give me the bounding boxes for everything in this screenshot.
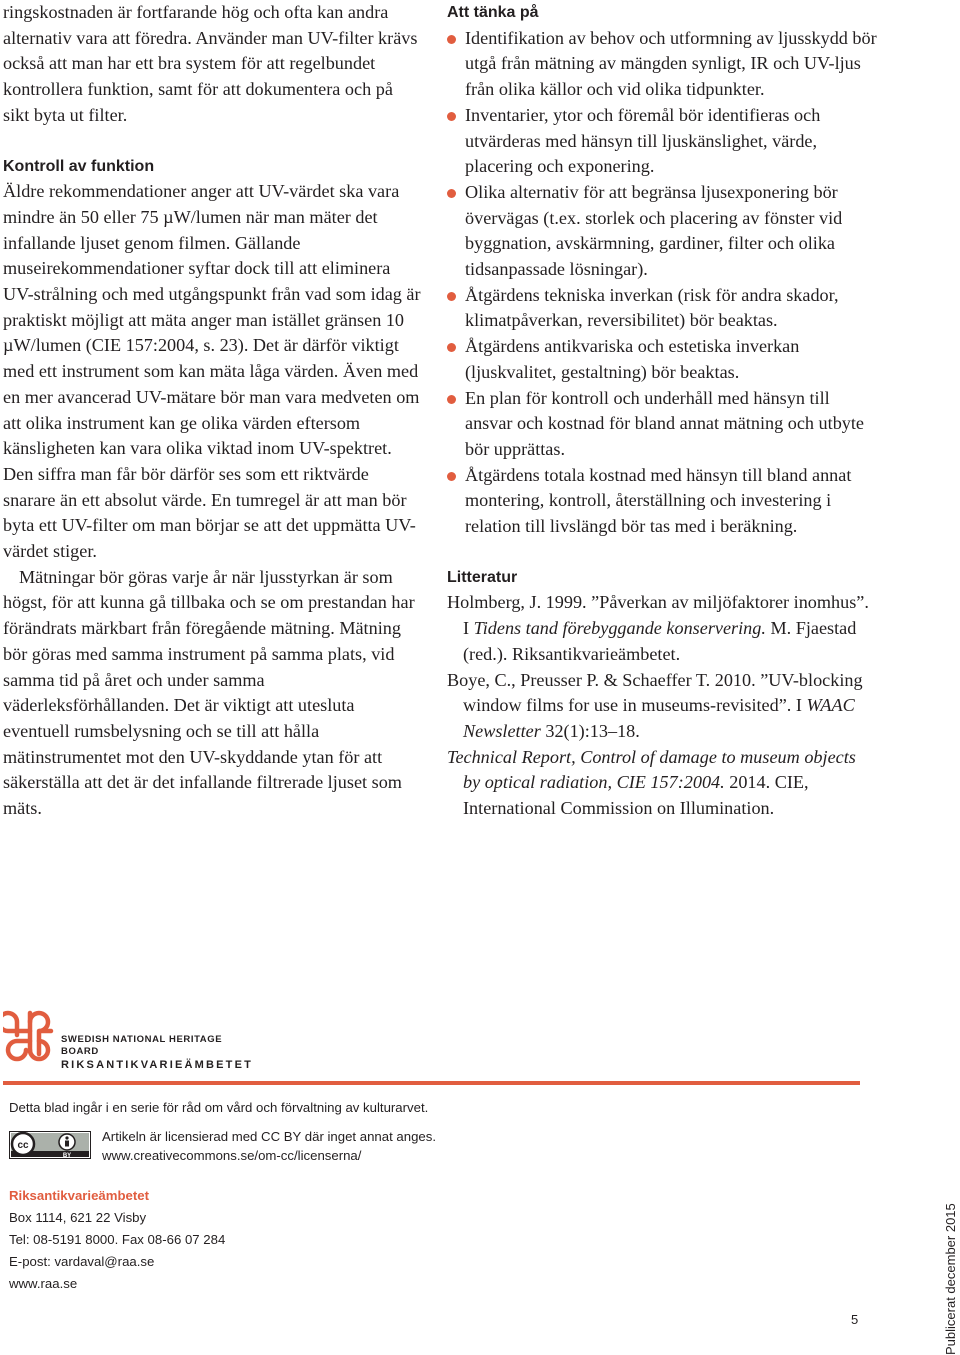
website-link[interactable]: www.raa.se — [9, 1276, 78, 1291]
svg-text:cc: cc — [17, 1140, 29, 1151]
raa-logo-mark-icon — [3, 1008, 59, 1064]
reference-item: Holmberg, J. 1999. ”Påverkan av miljöfaktorer inomhus”. I Tidens tand förebyggande konservering. M. Fjaestad (red.). Riksantikvarieämbetet. — [447, 592, 869, 664]
address: Box 1114, 621 22 Visby — [9, 1210, 147, 1225]
bullet-dot-icon — [447, 343, 456, 352]
license-text: Artikeln är licensierad med CC BY där inget annat anges. www.creativecommons.se/om-cc/licenserna/ — [102, 1129, 437, 1163]
footer-divider — [3, 1081, 860, 1085]
body-paragraph: Äldre rekommendationer anger att UV-värdet ska vara mindre än 50 eller 75 µW/lumen när man mäter det infallande ljuset genom filmen. Gällande museirekommendationer syftar dock till att eliminera UV-strålning och med utgångspunkt från vad som idag är praktiskt möjligt att mäta anger man istället gränsen 10 µW/lumen (CIE 157:2004, s. 23). Det är därför viktigt med ett instrument som kan mäta låga värden. Även med en mer avancerad UV-mätare bör man vara medveten om att olika instrument kan ge olika värden eftersom känsligheten kan vara olika viktad inom UV-spektret. Den siffra man får bör därför ses som ett riktvärde snarare än ett absolut värde. En tumregel är att man bör byta ett UV-filter om man börjar se att det uppmätta UV-värdet stiger. — [3, 181, 421, 562]
right-column — [447, 0, 877, 822]
page-number: 5 — [851, 1312, 859, 1327]
contact-block — [9, 1185, 225, 1295]
bullet-dot-icon — [447, 35, 456, 44]
bullet-dot-icon — [447, 395, 456, 404]
list-item: Åtgärdens totala kostnad med hänsyn till bland annat montering, kontroll, återställning och investering i relation till livslängd bör tas med i beräkning. — [447, 463, 877, 540]
phone: Tel: 08-5191 8000. Fax 08-66 07 284 — [9, 1232, 226, 1247]
cc-by-license-icon — [9, 1131, 91, 1159]
bullet-dot-icon — [447, 112, 456, 121]
reference-item: Boye, C., Preusser P. & Schaeffer T. 2010. ”UV-blocking window films for use in museums-revisited”. I WAAC Newsletter 32(1):13–18. — [447, 669, 863, 741]
section-heading-kontroll: Kontroll av funktion — [3, 157, 155, 175]
cc-badge-label: BY — [62, 1153, 72, 1159]
list-item: Olika alternativ för att begränsa ljusexponering bör övervägas (t.ex. storlek och placering av fönster vid byggnation, avskärmning, gardiner, filter och olika tidsanpassade lösningar). — [447, 180, 877, 283]
intro-paragraph: ringskostnaden är fortfarande hög och ofta kan andra alternativ vara att föredra. Använder man UV-filter krävs också att man har ett bra system för att regelbundet kontrollera funktion, samt för att dokumentera och på sikt byta ut filter. — [3, 2, 418, 125]
section-heading-att-tanka-pa: Att tänka på — [447, 4, 539, 21]
series-note: Detta blad ingår i en serie för råd om vård och förvaltning av kulturarvet. — [9, 1100, 429, 1115]
list-item: Identifikation av behov och utformning av ljusskydd bör utgå från mätning av mängden synligt, IR och UV-ljus från olika källor och vid olika tidpunkter. — [447, 26, 877, 103]
checklist — [447, 26, 877, 540]
email: E-post: vardaval@raa.se — [9, 1254, 155, 1269]
logo-text-en: SWEDISH NATIONAL HERITAGE BOARD — [61, 1034, 223, 1057]
bullet-dot-icon — [447, 189, 456, 198]
left-column — [3, 0, 421, 822]
reference-title: WAAC Newsletter — [463, 695, 855, 741]
bullet-dot-icon — [447, 292, 456, 301]
org-name: Riksantikvarieämbetet — [9, 1188, 150, 1203]
section-heading-litteratur: Litteratur — [447, 568, 518, 586]
reference-item: Technical Report, Control of damage to museum objects by optical radiation, CIE 157:2004. 2014. CIE, International Commission on Illumination. — [447, 746, 856, 819]
body-paragraph: Mätningar bör göras varje år när ljusstyrkan är som högst, för att kunna gå tillbaka och se om prestandan har förändrats märkbart från föregående mätning. Mätning bör göras med samma instrument på samma plats, vid samma tid på året och under samma väderleksförhållanden. Det är viktigt att utesluta eventuell rumsbelysning och se till att hålla mätinstrumentet mot den UV-skyddande ytan för att säkerställa att det är det infallande filtrerade ljuset som mäts. — [3, 566, 415, 819]
raa-logo — [3, 1008, 263, 1071]
reference-title: Technical Report, Control of damage to museum objects by optical radiation, CIE 157:2004. — [447, 746, 856, 793]
published-date: Publicerat december 2015 — [943, 1203, 958, 1355]
logo-text-sv: RIKSANTIKVARIEÄMBETET — [61, 1059, 254, 1071]
list-item: Inventarier, ytor och föremål bör identifieras och utvärderas med hänsyn till ljuskänslighet, värde, placering och exponering. — [447, 103, 877, 180]
list-item: Åtgärdens tekniska inverkan (risk för andra skador, klimatpåverkan, reversibilitet) bör beaktas. — [447, 283, 877, 334]
list-item: En plan för kontroll och underhåll med hänsyn till ansvar och kostnad för bland annat mätning och utbyte bör upprättas. — [447, 386, 877, 463]
reference-title: Tidens tand förebyggande konservering. — [473, 618, 766, 639]
reference-list — [447, 590, 877, 821]
list-item: Åtgärdens antikvariska och estetiska inverkan (ljuskvalitet, gestaltning) bör beaktas. — [447, 334, 877, 385]
license-link[interactable]: www.creativecommons.se/om-cc/licenserna/ — [102, 1148, 362, 1163]
bullet-dot-icon — [447, 472, 456, 481]
